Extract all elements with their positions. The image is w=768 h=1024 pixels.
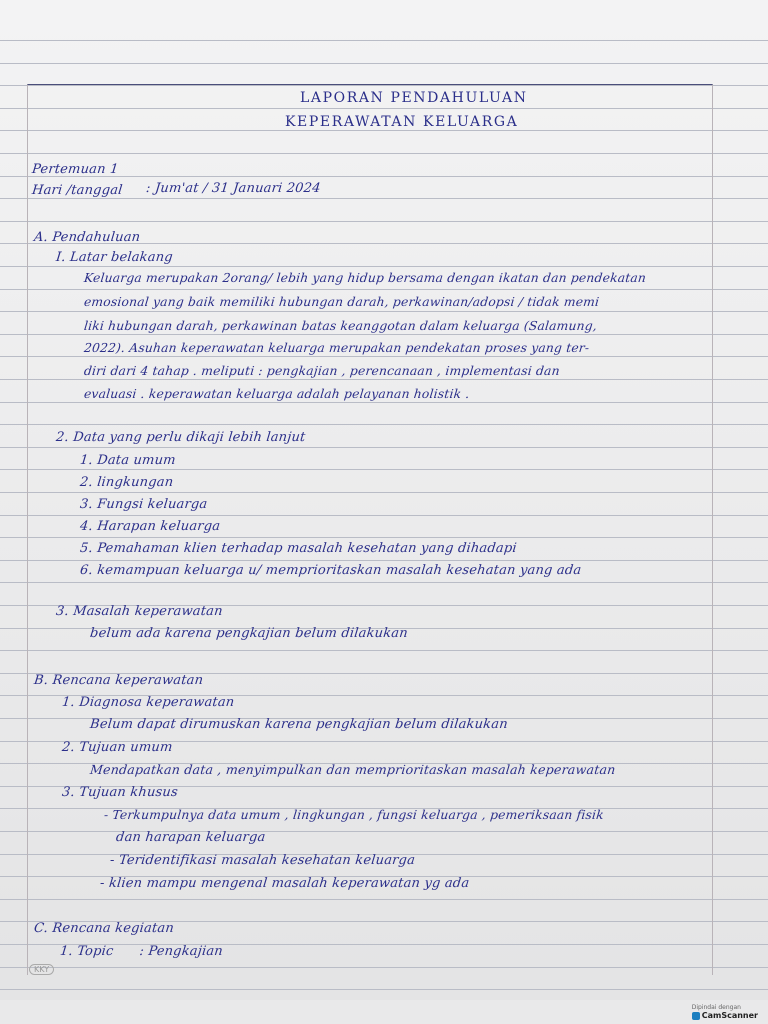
b1-text: Belum dapat dirumuskan karena pengkajian belum dilakukan [89,717,509,732]
a2-list-item: 4. Harapan keluarga [79,519,221,534]
a1-paragraph-line: evaluasi . keperawatan keluarga adalah pelayanan holistik . [83,387,471,401]
title-line-2: KEPERAWATAN KELUARGA [285,114,519,130]
meeting-label: Pertemuan 1 [31,162,120,177]
a1-paragraph-line: 2022). Asuhan keperawatan keluarga merupakan pendekatan proses yang ter- [83,341,591,355]
scanner-subtitle: Dipindai dengan [691,1004,741,1011]
b3-list-item: - klien mampu mengenal masalah keperawatan yg ada [99,876,471,891]
section-b1-heading: 1. Diagnosa keperawatan [61,695,236,710]
b2-text: Mendapatkan data , menyimpulkan dan memprioritaskan masalah keperawatan [89,762,617,777]
camscanner-logo-icon [692,1012,700,1020]
b3-list-item: - Terkumpulnya data umum , lingkungan , fungsi keluarga , pemeriksaan fisik [103,808,605,822]
ruled-line [0,40,768,41]
ruled-line [0,63,768,64]
section-c-heading: C. Rencana kegiatan [33,921,175,936]
a1-paragraph-line: liki hubungan darah, perkawinan batas keanggotan dalam keluarga (Salamung, [83,319,598,333]
a2-list-item: 1. Data umum [79,453,177,468]
page-footer-mark: KKY [29,964,54,975]
a3-text: belum ada karena pengkajian belum dilakukan [89,626,409,641]
b3-list-item: - Teridentifikasi masalah kesehatan keluarga [109,853,416,868]
b3-list-item: dan harapan keluarga [115,830,267,845]
title-line-1: LAPORAN PENDAHULUAN [300,90,528,106]
section-b3-heading: 3. Tujuan khusus [61,785,179,800]
section-a2-heading: 2. Data yang perlu dikaji lebih lanjut [55,430,307,445]
a2-list-item: 2. lingkungan [79,475,175,490]
a2-list-item: 6. kemampuan keluarga u/ memprioritaskan masalah kesehatan yang ada [79,563,583,578]
a1-paragraph-line: diri dari 4 tahap . meliputi : pengkajian , perencanaan , implementasi dan [83,364,561,378]
section-a-heading: A. Pendahuluan [33,230,141,245]
c1-text: 1. Topic : Pengkajian [59,944,224,959]
section-b2-heading: 2. Tujuan umum [61,740,174,755]
a2-list-item: 3. Fungsi keluarga [79,497,209,512]
section-a3-heading: 3. Masalah keperawatan [55,604,224,619]
scanner-watermark [692,1004,758,1020]
section-b-heading: B. Rencana keperawatan [33,673,204,688]
date-label: Hari /tanggal [31,183,124,198]
scanner-brand [692,1011,758,1020]
ruled-line [0,989,768,990]
a1-paragraph-line: Keluarga merupakan 2orang/ lebih yang hidup bersama dengan ikatan dan pendekatan [83,271,647,285]
a2-list-item: 5. Pemahaman klien terhadap masalah kesehatan yang dihadapi [79,541,518,556]
a1-paragraph-line: emosional yang baik memiliki hubungan darah, perkawinan/adopsi / tidak memi [83,295,600,309]
date-value: : Jum'at / 31 Januari 2024 [145,181,322,196]
section-a1-heading: I. Latar belakang [55,250,174,265]
scanner-brand-label: CamScanner [701,1011,758,1020]
